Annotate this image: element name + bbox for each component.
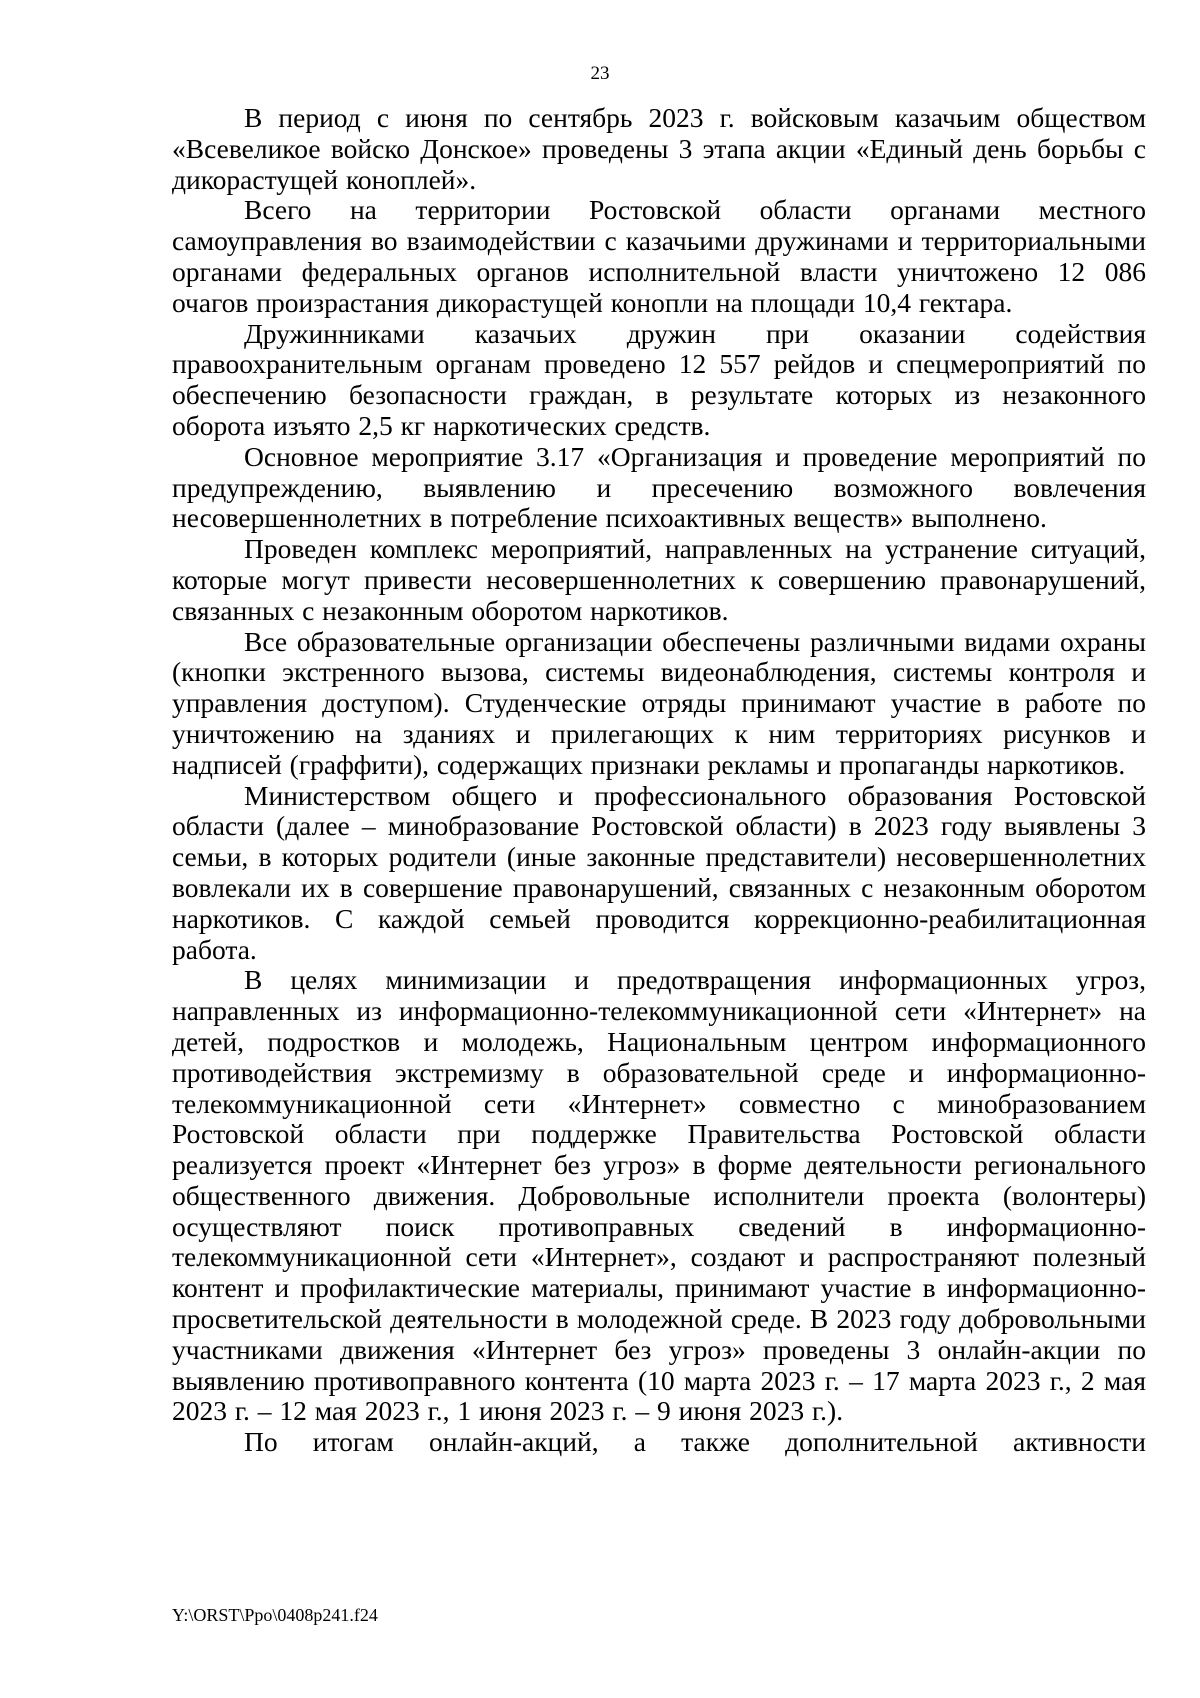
paragraph: В период с июня по сентябрь 2023 г. войсковым казачьим обществом «Всевеликое войско Донское» проведены 3 этапа акции «Единый день борьбы с дикорастущей коноплей».: [172, 102, 1146, 195]
paragraph: Дружинниками казачьих дружин при оказании содействия правоохранительным органам проведено 12 557 рейдов и спецмероприятий по обеспечению безопасности граждан, в результате которых из незаконного оборота изъято 2,5 кг наркотических средств.: [172, 317, 1146, 441]
paragraph: Основное мероприятие 3.17 «Организация и проведение мероприятий по предупреждению, выявлению и пресечению возможного вовлечения несовершеннолетних в потребление психоактивных веществ» выполнено.: [172, 440, 1146, 534]
paragraph: Министерством общего и профессионального образования Ростовской области (далее – минобразование Ростовской области) в 2023 году выявлены 3 семьи, в которых родители (иные законные представители) несовершеннолетних вовлекали их в совершение правонарушений, связанных с незаконным оборотом наркотиков. С каждой семьей проводится коррекционно-реабилитационная работа.: [172, 779, 1146, 965]
paragraph: Всего на территории Ростовской области органами местного самоуправления во взаимодействии с казачьими дружинами и территориальными органами федеральных органов исполнительной власти уничтожено 12 086 очагов произрастания дикорастущей конопли на площади 10,4 гектара.: [172, 194, 1146, 318]
paragraph: Проведен комплекс мероприятий, направленных на устранение ситуаций, которые могут привести несовершеннолетних к совершению правонарушений, связанных с незаконным оборотом наркотиков.: [172, 533, 1146, 626]
paragraph: Все образовательные организации обеспечены различными видами охраны (кнопки экстренного вызова, системы видеонаблюдения, системы контроля и управления доступом). Студенческие отряды принимают участие в работе по уничтожению на зданиях и прилегающих к ним территориях рисунков и надписей (граффити), содержащих признаки рекламы и пропаганды наркотиков.: [172, 625, 1146, 780]
file-path-footer: Y:\ORST\Ppo\0408p241.f24: [172, 1605, 378, 1625]
paragraph: В целях минимизации и предотвращения информационных угроз, направленных из информационно-телекоммуникационной сети «Интернет» на детей, подростков и молодежь, Национальным центром информационного противодействия экстремизму в образовательной среде и информационно-телекоммуникационной сети «Интернет» совместно с минобразованием Ростовской области при поддержке Правительства Ростовской области реализуется проект «Интернет без угроз» в форме деятельности регионального общественного движения. Добровольные исполнители проекта (волонтеры) осуществляют поиск противоправных сведений в информационно-телекоммуникационной сети «Интернет», создают и распространяют полезный контент и профилактические материалы, принимают участие в информационно-просветительской деятельности в молодежной среде. В 2023 году добровольными участниками движения «Интернет без угроз» проведены 3 онлайн-акции по выявлению противоправного контента (10 марта 2023 г. – 17 марта 2023 г., 2 мая 2023 г. – 12 мая 2023 г., 1 июня 2023 г. – 9 июня 2023 г.).: [172, 964, 1146, 1427]
page-number: 23: [590, 63, 610, 84]
document-body: [172, 103, 1146, 1458]
paragraph-continued: По итогам онлайн-акций, а также дополнительной активности: [244, 1426, 1146, 1458]
